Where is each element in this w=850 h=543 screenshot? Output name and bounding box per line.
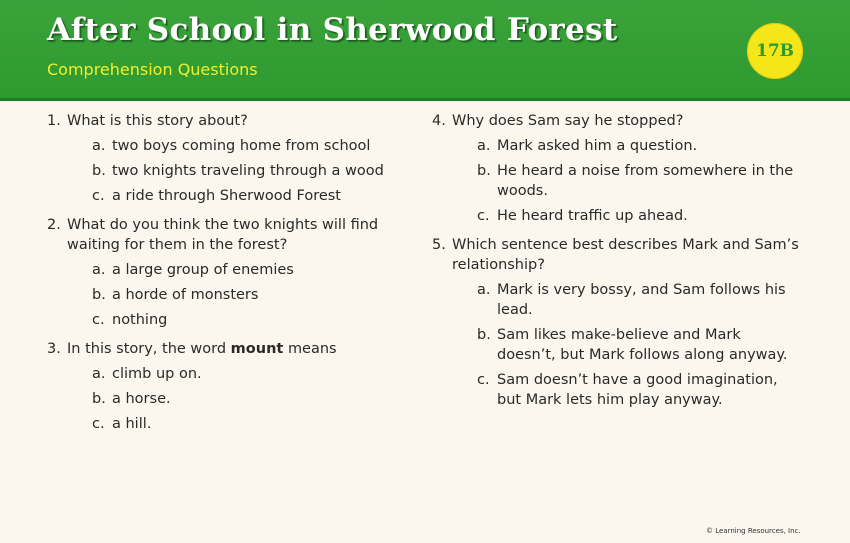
option-letter: a. xyxy=(477,138,491,154)
option-text: He heard traffic up ahead. xyxy=(497,208,688,224)
option-text: climb up on. xyxy=(112,366,202,382)
vocabulary-word: mount xyxy=(230,341,284,357)
answer-options xyxy=(67,364,387,434)
option-text: Sam doesn’t have a good imagination, but Mark lets him play anyway. xyxy=(497,372,778,408)
option-text: a horde of monsters xyxy=(112,287,259,303)
answer-options xyxy=(67,260,387,330)
option-text: a horse. xyxy=(112,391,171,407)
question-4 xyxy=(432,111,802,226)
answer-option[interactable] xyxy=(452,136,802,156)
question-number: 1. xyxy=(47,113,61,129)
question-number: 4. xyxy=(432,113,446,129)
answer-option[interactable] xyxy=(452,280,802,320)
answer-option[interactable] xyxy=(67,310,387,330)
option-letter: a. xyxy=(92,138,106,154)
answer-options xyxy=(452,136,802,226)
question-text: Why does Sam say he stopped? xyxy=(452,113,684,129)
question-5 xyxy=(432,235,802,410)
option-text: a large group of enemies xyxy=(112,262,294,278)
option-letter: a. xyxy=(477,282,491,298)
option-letter: c. xyxy=(477,372,490,388)
answer-option[interactable] xyxy=(452,161,802,201)
option-letter: c. xyxy=(92,188,105,204)
question-number: 5. xyxy=(432,237,446,253)
question-number: 2. xyxy=(47,217,61,233)
right-question-column xyxy=(432,111,802,419)
option-letter: b. xyxy=(92,163,106,179)
option-text: nothing xyxy=(112,312,168,328)
question-number: 3. xyxy=(47,341,61,357)
option-text: He heard a noise from somewhere in the woods. xyxy=(497,163,794,199)
option-text: a hill. xyxy=(112,416,152,432)
question-text: What is this story about? xyxy=(67,113,248,129)
answer-option[interactable] xyxy=(67,364,387,384)
option-letter: b. xyxy=(477,327,491,343)
option-text: two boys coming home from school xyxy=(112,138,371,154)
option-letter: b. xyxy=(92,391,106,407)
header-banner xyxy=(0,0,850,101)
option-text: Sam likes make-believe and Mark doesn’t, but Mark follows along anyway. xyxy=(497,327,788,363)
answer-option[interactable] xyxy=(67,389,387,409)
answer-option[interactable] xyxy=(67,414,387,434)
option-text: Mark asked him a question. xyxy=(497,138,698,154)
question-3 xyxy=(47,339,387,434)
answer-option[interactable] xyxy=(452,325,802,365)
page-subtitle: Comprehension Questions xyxy=(47,60,258,79)
answer-option[interactable] xyxy=(452,370,802,410)
page-title: After School in Sherwood Forest xyxy=(47,12,618,48)
answer-option[interactable] xyxy=(67,161,387,181)
option-letter: c. xyxy=(92,312,105,328)
left-question-column xyxy=(47,111,387,443)
question-1 xyxy=(47,111,387,206)
answer-option[interactable] xyxy=(67,285,387,305)
option-letter: a. xyxy=(92,262,106,278)
option-letter: c. xyxy=(477,208,490,224)
question-text-before: In this story, the word xyxy=(67,341,227,357)
question-text xyxy=(67,339,387,359)
answer-option[interactable] xyxy=(452,206,802,226)
answer-options xyxy=(67,136,387,206)
option-letter: a. xyxy=(92,366,106,382)
question-text: Which sentence best describes Mark and Sam’s relationship? xyxy=(452,237,799,273)
question-text-after: means xyxy=(287,341,337,357)
option-text: a ride through Sherwood Forest xyxy=(112,188,341,204)
answer-options xyxy=(452,280,802,410)
option-text: two knights traveling through a wood xyxy=(112,163,384,179)
level-badge: 17B xyxy=(747,23,803,79)
question-text: What do you think the two knights will find waiting for them in the forest? xyxy=(67,217,379,253)
question-2 xyxy=(47,215,387,330)
option-letter: b. xyxy=(477,163,491,179)
option-letter: c. xyxy=(92,416,105,432)
option-text: Mark is very bossy, and Sam follows his lead. xyxy=(497,282,786,318)
answer-option[interactable] xyxy=(67,260,387,280)
answer-option[interactable] xyxy=(67,186,387,206)
copyright-notice: © Learning Resources, Inc. xyxy=(706,527,801,535)
answer-option[interactable] xyxy=(67,136,387,156)
option-letter: b. xyxy=(92,287,106,303)
